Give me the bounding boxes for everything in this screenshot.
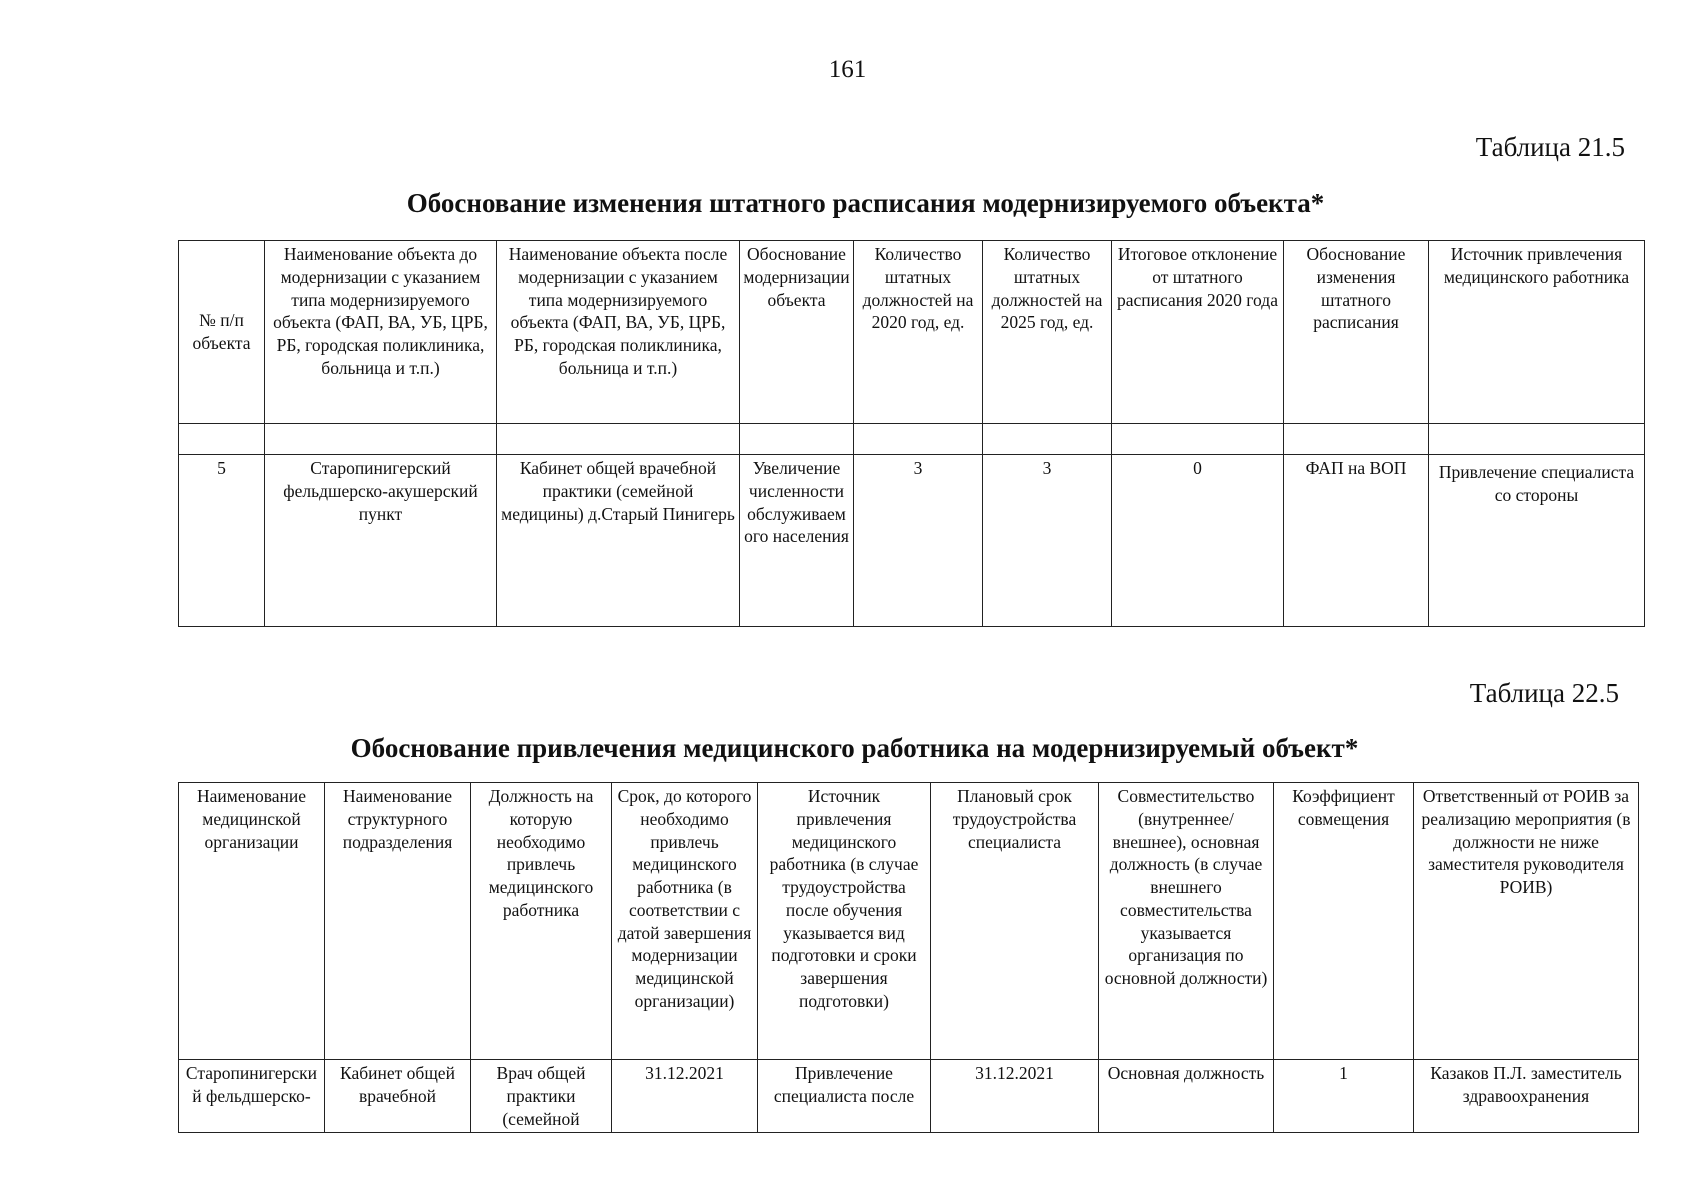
cell-organization: Старопинигерский фельдшерско- (179, 1060, 325, 1133)
header-position: Должность на которую необходимо привлечь медицинского работника (471, 783, 612, 1060)
table-21-5-title: Обоснование изменения штатного расписания модернизируемого объекта* (406, 188, 1325, 218)
header-object-number: № п/п объекта (179, 241, 265, 424)
table-21-5-caption: Таблица 21.5 (1475, 132, 1625, 162)
header-recruitment-source: Источник привлечения медицинского работника (в случае трудоустройства после обучения указывается вид подготовки и сроки завершения подготовки) (758, 783, 931, 1060)
header-worker-source: Источник привлечения медицинского работника (1429, 241, 1645, 424)
blank-cell (1284, 424, 1429, 455)
header-staff-2025: Количество штатных должностей на 2025 год, ед. (983, 241, 1112, 424)
cell-object-number: 5 (179, 455, 265, 627)
cell-recruitment-source: Привлечение специалиста после (758, 1060, 931, 1133)
cell-responsible-person: Казаков П.Л. заместитель здравоохранения (1414, 1060, 1639, 1133)
table-22-5-caption: Таблица 22.5 (1469, 678, 1619, 708)
header-department: Наименование структурного подразделения (325, 783, 471, 1060)
header-planned-hiring-date: Плановый срок трудоустройства специалиста (931, 783, 1099, 1060)
table-blank-row (179, 424, 1645, 455)
blank-cell (1112, 424, 1284, 455)
header-change-reason: Обоснование изменения штатного расписания (1284, 241, 1429, 424)
blank-cell (1429, 424, 1645, 455)
cell-position: Врач общей практики (семейной (471, 1060, 612, 1133)
header-responsible-person: Ответственный от РОИВ за реализацию мероприятия (в должности не ниже заместителя руководителя РОИВ) (1414, 783, 1639, 1060)
table-row (179, 1060, 1639, 1133)
cell-staff-2020: 3 (854, 455, 983, 627)
cell-modernization-reason: Увеличение численности обслуживаемого населения (740, 455, 854, 627)
header-staff-2020: Количество штатных должностей на 2020 год, ед. (854, 241, 983, 424)
header-combination-coefficient: Коэффициент совмещения (1274, 783, 1414, 1060)
blank-cell (854, 424, 983, 455)
blank-cell (497, 424, 740, 455)
header-total-deviation: Итоговое отклонение от штатного расписания 2020 года (1112, 241, 1284, 424)
table-row (179, 455, 1645, 627)
header-object-after: Наименование объекта после модернизации с указанием типа модернизируемого объекта (ФАП, ВА, УБ, ЦРБ, РБ, городская поликлиника, больница и т.п.) (497, 241, 740, 424)
header-organization: Наименование медицинской организации (179, 783, 325, 1060)
blank-cell (740, 424, 854, 455)
cell-staff-2025: 3 (983, 455, 1112, 627)
blank-cell (983, 424, 1112, 455)
table-header-row (179, 783, 1639, 1060)
cell-department: Кабинет общей врачебной (325, 1060, 471, 1133)
blank-cell (265, 424, 497, 455)
page-number: 161 (828, 56, 867, 83)
cell-object-after: Кабинет общей врачебной практики (семейной медицины) д.Старый Пинигерь (497, 455, 740, 627)
cell-total-deviation: 0 (1112, 455, 1284, 627)
header-deadline: Срок, до которого необходимо привлечь медицинского работника (в соответствии с датой завершения модернизации медицинской организации) (612, 783, 758, 1060)
cell-planned-hiring-date: 31.12.2021 (931, 1060, 1099, 1133)
header-part-time: Совместительство (внутреннее/внешнее), основная должность (в случае внешнего совместительства указывается организация по основной должности) (1099, 783, 1274, 1060)
cell-change-reason: ФАП на ВОП (1284, 455, 1429, 627)
blank-cell (179, 424, 265, 455)
cell-worker-source: Привлечение специалиста со стороны (1429, 455, 1645, 627)
cell-deadline: 31.12.2021 (612, 1060, 758, 1133)
staffing-justification-table (178, 240, 1645, 627)
table-header-row (179, 241, 1645, 424)
header-modernization-reason: Обоснование модернизации объекта (740, 241, 854, 424)
cell-part-time: Основная должность (1099, 1060, 1274, 1133)
cell-object-before: Старопинигерский фельдшерско-акушерский пункт (265, 455, 497, 627)
worker-recruitment-table (178, 782, 1639, 1133)
header-object-before: Наименование объекта до модернизации с указанием типа модернизируемого объекта (ФАП, ВА, УБ, ЦРБ, РБ, городская поликлиника, больница и т.п.) (265, 241, 497, 424)
cell-combination-coefficient: 1 (1274, 1060, 1414, 1133)
table-22-5-title: Обоснование привлечения медицинского работника на модернизируемый объект* (350, 733, 1359, 763)
